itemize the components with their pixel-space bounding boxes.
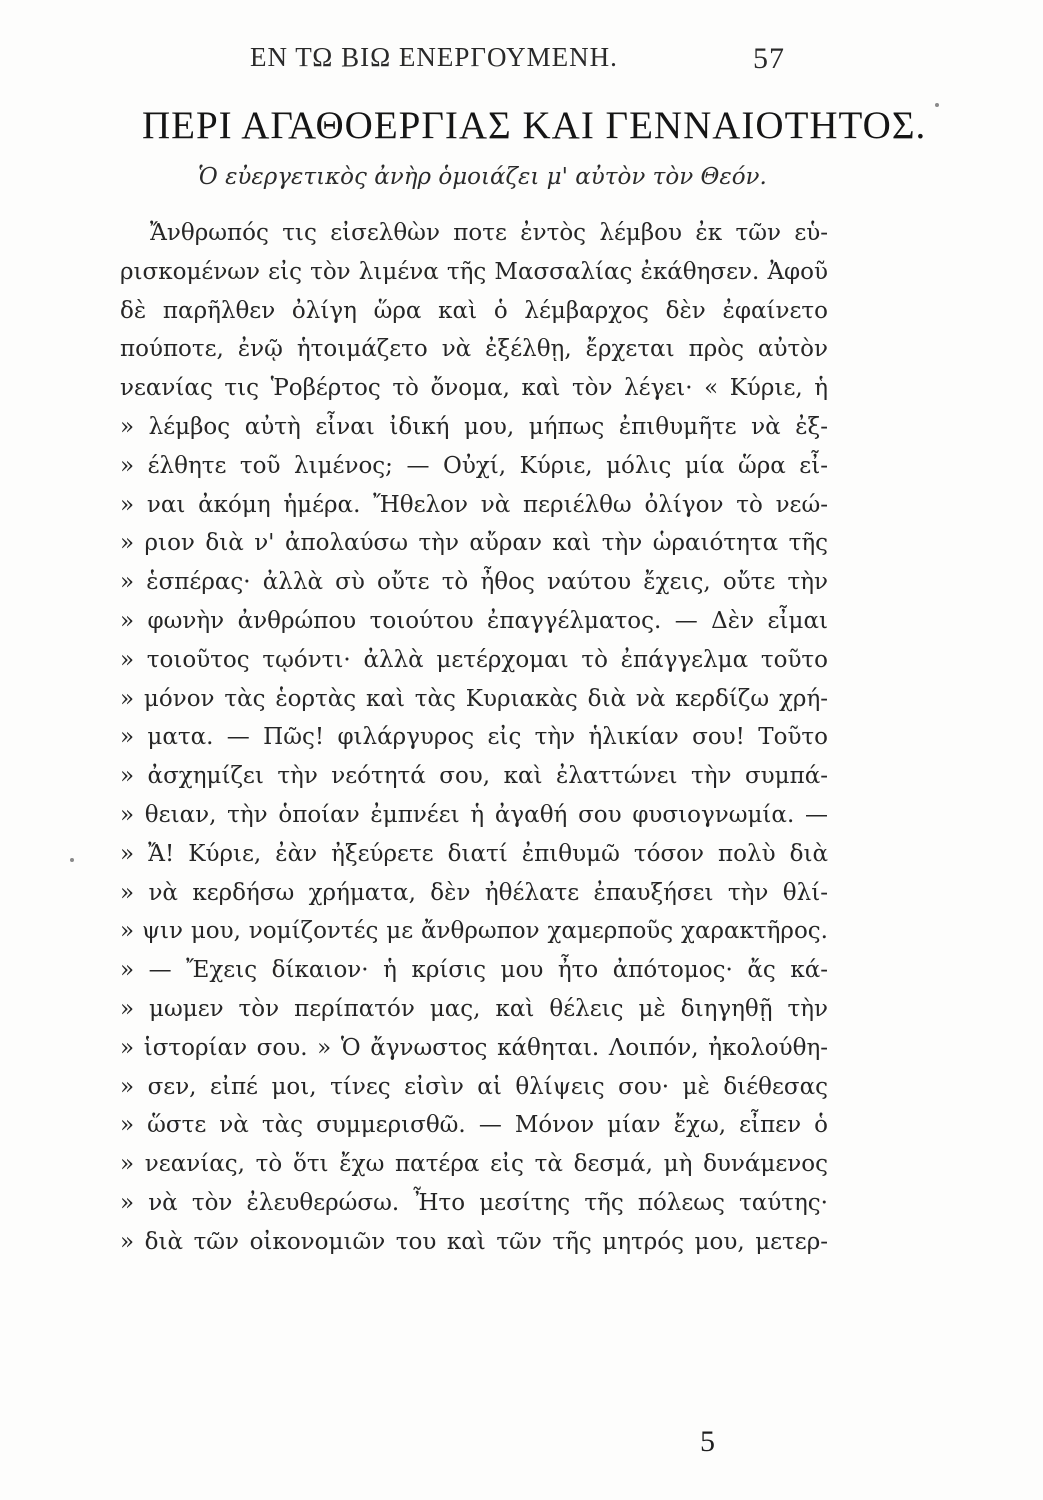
text-line: » ναι ἀκόμη ἡμέρα. Ἤθελον νὰ περιέλθω ὀλίγον τὸ νεώ- xyxy=(120,491,828,518)
text-line: » μωμεν τὸν περίπατόν μας, καὶ θέλεις μὲ διηγηθῇ τὴν xyxy=(120,995,828,1022)
text-line: » ματα. — Πῶς! φιλάργυρος εἰς τὴν ἡλικίαν σου! Τοῦτο xyxy=(120,724,828,751)
text-line: » ψιν μου, νομίζοντές με ἄνθρωπον χαμερποῦς χαρακτῆρος. xyxy=(120,918,828,945)
text-line: » ριον διὰ ν' ἀπολαύσω τὴν αὔραν καὶ τὴν ὡραιότητα τῆς xyxy=(120,530,828,557)
text-line: πούποτε, ἐνῷ ἡτοιμάζετο νὰ ἐξέλθῃ, ἔρχεται πρὸς αὐτὸν xyxy=(120,336,828,363)
text-line: » ἀσχημίζει τὴν νεότητά σου, καὶ ἐλαττώνει τὴν συμπά- xyxy=(120,763,828,790)
epigraph: Ὁ εὐεργετικὸς ἀνὴρ ὁμοιάζει μ' αὐτὸν τὸν Θεόν. xyxy=(198,164,767,190)
text-line: » θειαν, τὴν ὁποίαν ἐμπνέει ἡ ἀγαθή σου φυσιογνωμία. — xyxy=(120,801,828,828)
text-line: » διὰ τῶν οἰκονομιῶν του καὶ τῶν τῆς μητρός μου, μετερ- xyxy=(120,1228,828,1255)
text-line: » — Ἔχεις δίκαιον· ἡ κρίσις μου ἦτο ἀπότομος· ἄς κά- xyxy=(120,957,828,984)
text-line: » ἑσπέρας· ἀλλὰ σὺ οὔτε τὸ ἦθος ναύτου ἔχεις, οὔτε τὴν xyxy=(120,569,828,596)
text-line: » ἱστορίαν σου. » Ὁ ἄγνωστος κάθηται. Λοιπόν, ἠκολούθη- xyxy=(120,1034,828,1061)
text-line: ρισκομένων εἰς τὸν λιμένα τῆς Μασσαλίας ἐκάθησεν. Ἀφοῦ xyxy=(120,258,828,285)
text-line: » νὰ κερδήσω χρήματα, δὲν ἠθέλατε ἐπαυξήσει τὴν θλί- xyxy=(120,879,828,906)
text-line: δὲ παρῆλθεν ὀλίγη ὥρα καὶ ὁ λέμβαρχος δὲν ἐφαίνετο xyxy=(120,297,828,324)
text-line: » έλθητε τοῦ λιμένος; — Οὐχί, Κύριε, μόλις μία ὥρα εἶ- xyxy=(120,452,828,479)
text-line: » μόνον τὰς ἑορτὰς καὶ τὰς Κυριακὰς διὰ νὰ κερδίζω χρή- xyxy=(120,685,828,712)
text-line: » φωνὴν ἀνθρώπου τοιούτου ἐπαγγέλματος. — Δὲν εἶμαι xyxy=(120,607,828,634)
page-number: 57 xyxy=(753,42,785,75)
body-text xyxy=(120,214,828,1262)
text-line: Ἄνθρωπός τις εἰσελθὼν ποτε ἐντὸς λέμβου ἐκ τῶν εὑ- xyxy=(150,220,828,246)
signature-mark: 5 xyxy=(700,1425,715,1458)
chapter-title: ΠΕΡΙ ΑΓΑΘΟΕΡΓΙΑΣ ΚΑΙ ΓΕΝΝΑΙΟΤΗΤΟΣ. xyxy=(142,104,927,147)
text-line: » ὥστε νὰ τὰς συμμερισθῶ. — Μόνον μίαν ἔχω, εἶπεν ὁ xyxy=(120,1112,828,1139)
paper-speck xyxy=(70,858,74,862)
paper-speck xyxy=(935,103,939,107)
text-line: » λέμβος αὐτὴ εἶναι ἰδική μου, μήπως ἐπιθυμῆτε νὰ ἐξ- xyxy=(120,413,828,440)
running-head xyxy=(250,42,795,82)
text-line: νεανίας τις Ῥοβέρτος τὸ ὄνομα, καὶ τὸν λέγει· « Κύριε, ἡ xyxy=(120,375,828,402)
text-line: » σεν, εἰπέ μοι, τίνες εἰσὶν αἱ θλίψεις σου· μὲ διέθεσας xyxy=(120,1073,828,1100)
text-line: » νὰ τὸν ἐλευθερώσω. Ἦτο μεσίτης τῆς πόλεως ταύτης· xyxy=(120,1189,828,1216)
text-line: » νεανίας, τὸ ὅτι ἔχω πατέρα εἰς τὰ δεσμά, μὴ δυνάμενος xyxy=(120,1151,828,1178)
text-line: » τοιοῦτος τῳόντι· ἀλλὰ μετέρχομαι τὸ ἐπάγγελμα τοῦτο xyxy=(120,646,828,673)
text-line: » Ἄ! Κύριε, ἐὰν ἠξεύρετε διατί ἐπιθυμῶ τόσον πολὺ διὰ xyxy=(120,840,828,867)
running-title: ΕΝ ΤΩ ΒΙΩ ΕΝΕΡΓΟΥΜΕΝΗ. xyxy=(250,42,618,72)
